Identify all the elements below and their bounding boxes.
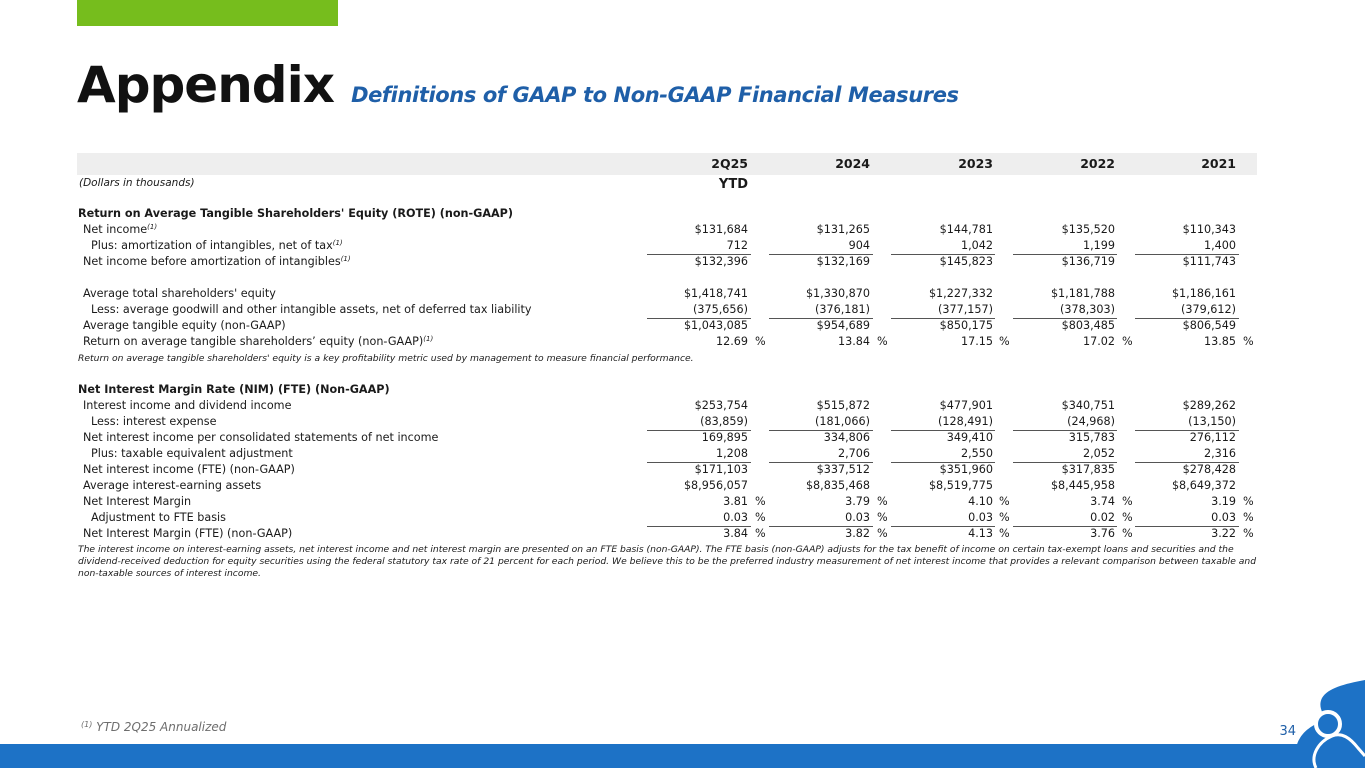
- percent-sign: %: [999, 527, 1010, 540]
- percent-sign: %: [1243, 511, 1254, 524]
- cell-value: $136,719: [1061, 255, 1115, 268]
- cell-value: 334,806: [823, 431, 870, 444]
- cell-value: 0.03: [1211, 511, 1236, 524]
- column-header: 2023: [958, 156, 993, 171]
- row-label: [83, 398, 291, 414]
- cell-value: 1,208: [715, 447, 748, 460]
- percent-sign: %: [999, 495, 1010, 508]
- row-label: [83, 222, 157, 238]
- table-row: [78, 510, 1260, 526]
- cell-value: 315,783: [1068, 431, 1115, 444]
- footnote-marker: (1): [340, 255, 351, 263]
- cell-value: 3.79: [845, 495, 870, 508]
- table-row: [78, 462, 1260, 478]
- cell-value: (379,612): [1181, 303, 1236, 316]
- cell-value: $131,684: [694, 223, 748, 236]
- cell-value: (377,157): [938, 303, 993, 316]
- cell-value: 169,895: [701, 431, 748, 444]
- row-label: [83, 286, 276, 302]
- table-row: [78, 430, 1260, 446]
- cell-value: $317,835: [1061, 463, 1115, 476]
- table-row: [78, 334, 1260, 350]
- row-label-text: Less: interest expense: [91, 415, 217, 428]
- percent-sign: %: [1122, 335, 1133, 348]
- row-label-text: Interest income and dividend income: [83, 399, 292, 412]
- cell-value: $131,265: [816, 223, 870, 236]
- row-label: [83, 318, 286, 334]
- row-label-text: Net interest income per consolidated statements of net income: [83, 431, 439, 444]
- table-row: [78, 318, 1260, 334]
- cell-value: $8,519,775: [928, 479, 993, 492]
- column-header: 2024: [835, 156, 870, 171]
- title-row: [77, 56, 959, 116]
- cell-value: $954,689: [816, 319, 870, 332]
- cell-value: 2,316: [1203, 447, 1236, 460]
- cell-value: 3.81: [723, 495, 748, 508]
- cell-value: (13,150): [1188, 415, 1236, 428]
- percent-sign: %: [1243, 527, 1254, 540]
- row-label: [91, 302, 532, 318]
- cell-value: 12.69: [715, 335, 748, 348]
- cell-value: $8,835,468: [805, 479, 870, 492]
- cell-value: 1,042: [960, 239, 993, 252]
- cell-value: $111,743: [1182, 255, 1236, 268]
- cell-value: (375,656): [693, 303, 748, 316]
- rote-note: Return on average tangible shareholders' equity is a key profitability metric used by management to measure financial performance.: [78, 353, 694, 364]
- page-number: 34: [1279, 724, 1296, 739]
- row-label-text: Plus: amortization of intangibles, net of tax: [91, 239, 333, 252]
- row-label: [83, 494, 191, 510]
- percent-sign: %: [877, 335, 888, 348]
- cell-value: $1,330,870: [805, 287, 870, 300]
- table-row: [78, 238, 1260, 254]
- cell-value: 3.84: [723, 527, 748, 540]
- footnote-text: YTD 2Q25 Annualized: [92, 720, 227, 734]
- cell-value: 276,112: [1189, 431, 1236, 444]
- cell-value: 1,400: [1203, 239, 1236, 252]
- cell-value: 3.76: [1090, 527, 1115, 540]
- cell-value: $340,751: [1061, 399, 1115, 412]
- percent-sign: %: [999, 335, 1010, 348]
- cell-value: 0.03: [723, 511, 748, 524]
- row-label-text: Return on average tangible shareholders’ equity (non-GAAP): [83, 335, 424, 348]
- percent-sign: %: [1122, 511, 1133, 524]
- table-row: [78, 494, 1260, 510]
- footnote-marker: (1): [147, 223, 158, 231]
- row-label-text: Average tangible equity (non-GAAP): [83, 319, 286, 332]
- cell-value: 712: [726, 239, 748, 252]
- cell-value: (24,968): [1067, 415, 1115, 428]
- cell-value: 3.22: [1211, 527, 1236, 540]
- percent-sign: %: [1122, 527, 1133, 540]
- units-label: (Dollars in thousands): [79, 177, 195, 189]
- table-row: [78, 286, 1260, 302]
- cell-value: $110,343: [1182, 223, 1236, 236]
- cell-value: $289,262: [1182, 399, 1236, 412]
- table-row: [78, 254, 1260, 270]
- row-label: [83, 254, 351, 270]
- cell-value: (376,181): [815, 303, 870, 316]
- table-row: [78, 478, 1260, 494]
- row-label-text: Adjustment to FTE basis: [91, 511, 226, 524]
- percent-sign: %: [877, 495, 888, 508]
- cell-value: $1,186,161: [1171, 287, 1236, 300]
- column-header: 2022: [1080, 156, 1115, 171]
- cell-value: 349,410: [946, 431, 993, 444]
- row-label: [91, 446, 293, 462]
- cell-value: $8,956,057: [683, 479, 748, 492]
- cell-value: $135,520: [1061, 223, 1115, 236]
- cell-value: 13.84: [837, 335, 870, 348]
- cell-value: 0.02: [1090, 511, 1115, 524]
- row-label-text: Plus: taxable equivalent adjustment: [91, 447, 293, 460]
- page-title: Appendix: [77, 56, 334, 114]
- cell-value: $477,901: [939, 399, 993, 412]
- cell-value: $8,649,372: [1171, 479, 1236, 492]
- table-row: [78, 526, 1260, 542]
- row-label-text: Net Interest Margin (FTE) (non-GAAP): [83, 527, 293, 540]
- cell-value: $850,175: [939, 319, 993, 332]
- cell-value: $278,428: [1182, 463, 1236, 476]
- section-heading-text: Return on Average Tangible Shareholders' Equity (ROTE) (non-GAAP): [78, 207, 513, 220]
- cell-value: 17.15: [960, 335, 993, 348]
- percent-sign: %: [755, 335, 766, 348]
- row-label-text: Net Interest Margin: [83, 495, 192, 508]
- cell-value: $132,169: [816, 255, 870, 268]
- cell-value: $515,872: [816, 399, 870, 412]
- cell-value: 0.03: [968, 511, 993, 524]
- cell-value: 3.19: [1211, 495, 1236, 508]
- row-label-text: Net interest income (FTE) (non-GAAP): [83, 463, 295, 476]
- table-row: [78, 398, 1260, 414]
- cell-value: $145,823: [939, 255, 993, 268]
- percent-sign: %: [1243, 495, 1254, 508]
- percent-sign: %: [999, 511, 1010, 524]
- brand-logo: [1288, 680, 1365, 768]
- cell-value: $1,418,741: [683, 287, 748, 300]
- accent-bar: [77, 0, 338, 26]
- table-row: [78, 222, 1260, 238]
- cell-value: 3.82: [845, 527, 870, 540]
- percent-sign: %: [877, 527, 888, 540]
- cell-value: 904: [848, 239, 870, 252]
- cell-value: 17.02: [1082, 335, 1115, 348]
- percent-sign: %: [755, 527, 766, 540]
- cell-value: (378,303): [1060, 303, 1115, 316]
- cell-value: $803,485: [1061, 319, 1115, 332]
- percent-sign: %: [755, 511, 766, 524]
- cell-value: $8,445,958: [1050, 479, 1115, 492]
- row-label-text: Average total shareholders' equity: [83, 287, 276, 300]
- table-row: [78, 414, 1260, 430]
- cell-value: $1,227,332: [928, 287, 993, 300]
- footnote: [81, 720, 226, 734]
- row-label-text: Average interest-earning assets: [83, 479, 262, 492]
- footnote-marker: (1): [423, 335, 434, 343]
- cell-value: 2,706: [837, 447, 870, 460]
- cell-value: $337,512: [816, 463, 870, 476]
- section-heading-nim: [78, 382, 1260, 398]
- row-label: [91, 414, 216, 430]
- row-label: [83, 334, 433, 350]
- cell-value: (83,859): [700, 415, 748, 428]
- bottom-band: [0, 744, 1365, 768]
- cell-value: $171,103: [694, 463, 748, 476]
- cell-value: 0.03: [845, 511, 870, 524]
- cell-value: (181,066): [815, 415, 870, 428]
- row-label-text: Net income before amortization of intangibles: [83, 255, 341, 268]
- section-heading-rote: [78, 206, 1260, 222]
- percent-sign: %: [877, 511, 888, 524]
- cell-value: 13.85: [1203, 335, 1236, 348]
- cell-value: 1,199: [1082, 239, 1115, 252]
- cell-value: 2,052: [1082, 447, 1115, 460]
- footnote-marker: (1): [81, 720, 93, 729]
- cell-value: $132,396: [694, 255, 748, 268]
- cell-value: $253,754: [694, 399, 748, 412]
- row-label: [91, 238, 343, 254]
- section-heading-text: Net Interest Margin Rate (NIM) (FTE) (Non-GAAP): [78, 383, 390, 396]
- cell-value: $1,043,085: [683, 319, 748, 332]
- table-row: [78, 302, 1260, 318]
- column-header: 2Q25: [711, 156, 748, 171]
- footnote-marker: (1): [332, 239, 343, 247]
- cell-value: 4.13: [968, 527, 993, 540]
- row-label-text: Less: average goodwill and other intangible assets, net of deferred tax liability: [91, 303, 532, 316]
- cell-value: $351,960: [939, 463, 993, 476]
- cell-value: $144,781: [939, 223, 993, 236]
- row-label: [83, 462, 295, 478]
- row-label: [83, 478, 261, 494]
- column-header: 2021: [1201, 156, 1236, 171]
- percent-sign: %: [1122, 495, 1133, 508]
- ytd-label: YTD: [718, 177, 748, 192]
- page-subtitle: Definitions of GAAP to Non-GAAP Financial Measures: [351, 83, 959, 107]
- percent-sign: %: [1243, 335, 1254, 348]
- cell-value: 4.10: [968, 495, 993, 508]
- cell-value: (128,491): [938, 415, 993, 428]
- row-label-text: Net income: [83, 223, 148, 236]
- nim-note: The interest income on interest-earning assets, net interest income and net interest margin are presented on an FTE basis (non-GAAP). The FTE basis (non-GAAP) adjusts for the tax benefit of income on certain tax-exempt loans and securities and the dividend-received deduction for equity securities using the federal statutory tax rate of 21 percent for each period. We believe this to be the preferred industry measurement of net interest income that provides a relevant comparison between taxable and non-taxable sources of interest income.: [78, 544, 1257, 579]
- cell-value: 2,550: [960, 447, 993, 460]
- row-label: [83, 430, 438, 446]
- percent-sign: %: [755, 495, 766, 508]
- table-row: [78, 446, 1260, 462]
- cell-value: 3.74: [1090, 495, 1115, 508]
- row-label: [83, 526, 292, 542]
- cell-value: $806,549: [1182, 319, 1236, 332]
- cell-value: $1,181,788: [1050, 287, 1115, 300]
- row-label: [91, 510, 226, 526]
